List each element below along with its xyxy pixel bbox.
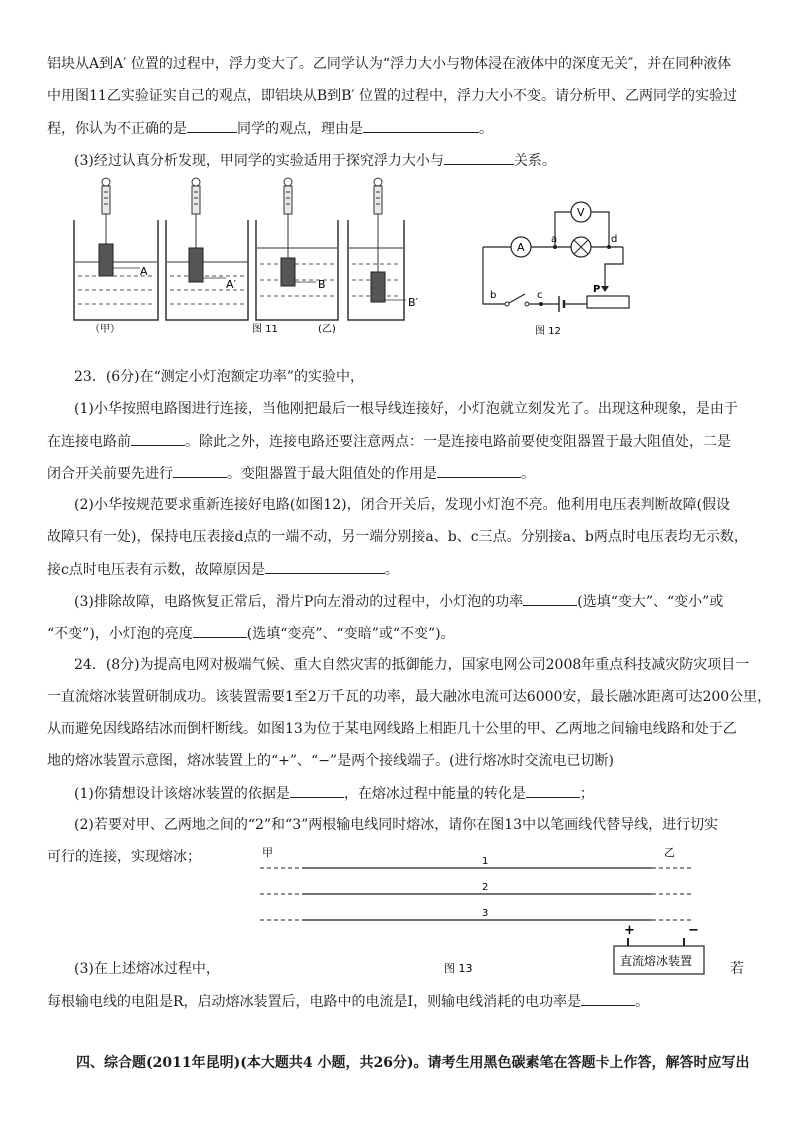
q24-line3: 从而避免因线路结冰而倒杆断线。如图13为位于某电网线路上相距几十公里的甲、乙两地之间输电线路和处于乙 <box>47 721 737 737</box>
q22-line-2: 中用图11乙实验证实自己的观点，即铝块从B到B′ 位置的过程中，浮力大小不变。请分析甲、乙两同学的实验过 <box>47 88 738 104</box>
terminal-minus: − <box>688 923 699 938</box>
wire-label-1: 1 <box>482 856 489 867</box>
beaker-b-prime <box>348 178 406 320</box>
q23-p2-line2: 故障只有一处)，保持电压表接d点的一端不动，另一端分别接a、b、c三点。分别接a、b两点时电压表均无示数， <box>47 529 748 545</box>
answer-blank[interactable] <box>437 463 521 478</box>
q24-line2: 一直流熔冰装置研制成功。该装置需要1至2万千瓦的功率，最大融冰电流可达6000安，最长融冰距离可达200公里， <box>47 689 772 705</box>
q23-p1-text: 。 <box>521 466 535 482</box>
answer-blank[interactable] <box>193 623 247 638</box>
q23-p1-text: 在连接电路前 <box>47 434 131 450</box>
q23-p3-text: (选填“变亮”、“变暗”或“不变”)。 <box>246 626 455 642</box>
q24-p1 <box>74 783 594 804</box>
fig13-yi: 乙 <box>664 846 675 859</box>
voltmeter-label: V <box>577 206 585 219</box>
fig11-sub-jia: （甲） <box>90 324 120 335</box>
q24-p2-line1: (2)若要对甲、乙两地之间的“2”和“3”两根输电线同时熔冰，请你在图13中以笔画线代替导线，进行切实 <box>74 817 719 833</box>
q23-p2-text: 接c点时电压表有示数，故障原因是 <box>47 562 265 578</box>
q22-line-3b: 同学的观点，理由是 <box>237 121 363 137</box>
q23-p3-text: “不变”)，小灯泡的亮度 <box>47 626 193 642</box>
answer-blank[interactable] <box>265 559 385 574</box>
answer-blank[interactable] <box>444 150 514 165</box>
fig11-caption: 图 11 <box>252 324 278 335</box>
answer-blank[interactable] <box>173 463 227 478</box>
fig11-sub-yi: (乙) <box>318 324 336 335</box>
q22-line-3c: 。 <box>479 121 493 137</box>
beaker-a-prime <box>166 178 248 320</box>
q24-p1-text: ，在熔冰过程中能量的转化是 <box>343 786 526 802</box>
q22-line-1: 铝块从A到A′ 位置的过程中，浮力变大了。乙同学认为“浮力大小与物体浸在液体中的深度无关″，并在同种液体 <box>47 56 732 72</box>
q23-p3-line1 <box>74 591 723 612</box>
q22-part3b: 关系。 <box>513 153 556 169</box>
slider-p: P <box>593 284 601 295</box>
q24-p4 <box>47 991 649 1012</box>
figure-13 <box>252 842 712 982</box>
ammeter-label: A <box>517 241 525 254</box>
node-a: a <box>551 234 558 245</box>
answer-blank[interactable] <box>581 991 635 1006</box>
answer-blank[interactable] <box>131 431 185 446</box>
q23-p2-line1: (2)小华按规范要求重新连接好电路(如图12)，闭合开关后，发现小灯泡不亮。他利用电压表判断故障(假设 <box>74 497 731 513</box>
fig13-jia: 甲 <box>262 846 273 859</box>
answer-blank[interactable] <box>363 118 479 133</box>
q23-p3-text: (3)排除故障，电路恢复正常后，滑片P向左滑动的过程中，小灯泡的功率 <box>74 594 524 610</box>
label-a-prime: A′ <box>226 278 237 291</box>
q24-p4-text: 每根输电线的电阻是R，启动熔冰装置后，电路中的电流是I，则输电线消耗的电功率是 <box>47 994 582 1010</box>
q24-p3-ruo: 若 <box>730 961 744 977</box>
q24-p1-text: (1)你猜想设计该熔冰装置的依据是 <box>74 786 290 802</box>
node-c: c <box>537 290 543 301</box>
figure-12 <box>475 192 645 342</box>
beaker-b <box>256 178 338 320</box>
answer-blank[interactable] <box>187 118 237 133</box>
q23-p1-line1: (1)小华按照电路图进行连接，当他刚把最后一根导线连接好，小灯泡就立刻发光了。出现这种现象，是由于 <box>74 401 738 417</box>
answer-blank[interactable] <box>526 783 580 798</box>
label-a: A <box>140 265 148 278</box>
fig13-caption: 图 13 <box>444 962 473 975</box>
fig12-caption: 图 12 <box>535 326 561 337</box>
label-b-prime: B′ <box>408 296 419 309</box>
answer-blank[interactable] <box>290 783 344 798</box>
beaker-a <box>74 178 158 320</box>
q22-line-3a: 程，你认为不正确的是 <box>47 121 187 137</box>
label-b: B <box>318 278 326 291</box>
q24-head: 24．(8分)为提高电网对极端气候、重大自然灾害的抵御能力，国家电网公司2008年重点科技减灾防灾项目一 <box>74 657 750 673</box>
q24-p1-text: ； <box>579 786 594 802</box>
q24-p4-text: 。 <box>635 994 650 1010</box>
q23-p3-line2 <box>47 623 455 644</box>
answer-blank[interactable] <box>523 591 577 606</box>
q23-p1-line3 <box>47 463 535 484</box>
q24-p3: (3)在上述熔冰过程中， <box>74 961 220 977</box>
q24-p2-line2: 可行的连接，实现熔冰； <box>47 849 201 865</box>
q23-p1-text: 闭合开关前要先进行 <box>47 466 173 482</box>
rheostat <box>587 296 629 308</box>
figure-11 <box>66 172 436 342</box>
section-4-heading: 四、综合题(2011年昆明)(本大题共4 小题，共26分)。请考生用黑色碳素笔在答题卡上作答，解答时应写出 <box>76 1055 750 1071</box>
q23-p2-text: 。 <box>384 562 399 578</box>
q23-p1-text: 。除此之外，连接电路还要注意两点：一是连接电路前要使变阻器置于最大阻值处，二是 <box>185 434 731 450</box>
wire-label-2: 2 <box>482 882 489 893</box>
q24-line4: 地的熔冰装置示意图，熔冰装置上的“+”、“−”是两个接线端子。(进行熔冰时交流电已切断) <box>47 753 615 769</box>
terminal-plus: + <box>624 923 635 938</box>
q23-p1-line2 <box>47 431 731 452</box>
q23-p2-line3 <box>47 559 399 580</box>
q23-head: 23．(6分)在“测定小灯泡额定功率”的实验中， <box>74 369 364 385</box>
q22-part3a: (3)经过认真分析发现，甲同学的实验适用于探究浮力大小与 <box>74 153 444 169</box>
node-d: d <box>611 234 618 245</box>
q22-line-3 <box>47 118 493 139</box>
q23-p1-text: 。变阻器置于最大阻值处的作用是 <box>227 466 437 482</box>
switch <box>509 294 525 303</box>
q22-part3 <box>74 150 556 171</box>
node-b: b <box>490 290 497 301</box>
wire-label-3: 3 <box>482 908 489 919</box>
q23-p3-text: (选填“变大”、“变小”或 <box>577 594 724 610</box>
device-label: 直流熔冰装置 <box>620 954 693 968</box>
